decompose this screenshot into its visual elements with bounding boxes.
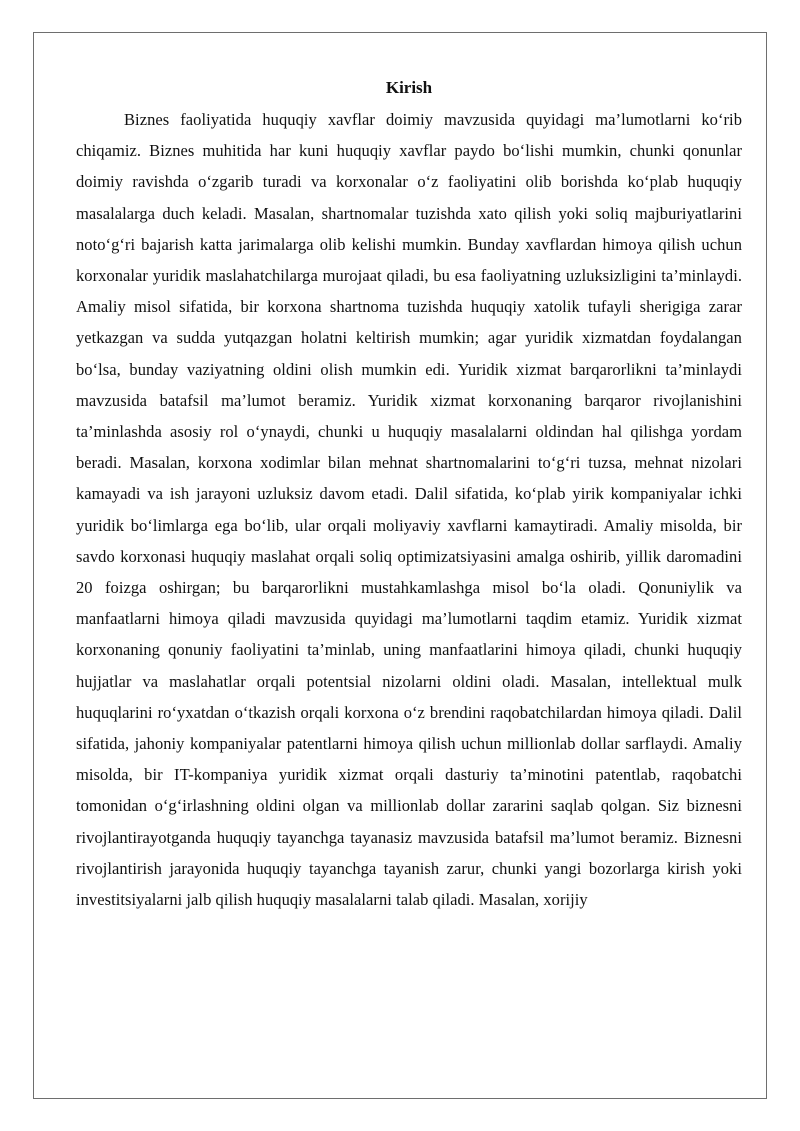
document-title: Kirish (385, 78, 433, 97)
body-paragraph: Biznes faoliyatida huquqiy xavflar doimiy mavzusida quyidagi ma’lumotlarni ko‘rib chiqamiz. Biznes muhitida har kuni huquqiy xavflar paydo bo‘lishi mumkin, chunki qonunlar doimiy ravishda o‘zgarib turadi va korxonalar o‘z faoliyatini olib borishda ko‘plab huquqiy masalalarga duch keladi. Masalan, shartnomalar tuzishda xato qilish yoki soliq majburiyatlarini noto‘g‘ri bajarish katta jarimalarga olib kelishi mumkin. Bunday xavflardan himoya qilish uchun korxonalar yuridik maslahatchilarga murojaat qiladi, bu esa faoliyatning uzluksizligini ta’minlaydi. Amaliy misol sifatida, bir korxona shartnoma tuzishda huquqiy xatolik tufayli sherigiga zarar yetkazgan va sudda yutqazgan holatni keltirish mumkin; agar yuridik xizmatdan foydalangan bo‘lsa, bunday vaziyatning oldini olish mumkin edi. Yuridik xizmat barqarorlikni ta’minlaydi mavzusida batafsil ma’lumot beramiz. Yuridik xizmat korxonaning barqaror rivojlanishini ta’minlashda asosiy rol o‘ynaydi, chunki u huquqiy masalalarni oldindan hal qilishga yordam beradi. Masalan, korxona xodimlar bilan mehnat shartnomalarini to‘g‘ri tuzsa, mehnat nizolari kamayadi va ish jarayoni uzluksiz davom etadi. Dalil sifatida, ko‘plab yirik kompaniyalar ichki yuridik bo‘limlarga ega bo‘lib, ular orqali moliyaviy xavflarni kamaytiradi. Amaliy misolda, bir savdo korxonasi huquqiy maslahat orqali soliq optimizatsiyasini amalga oshirib, yillik daromadini 20 foizga oshirgan; bu barqarorlikni mustahkamlashga misol bo‘la oladi. Qonuniylik va manfaatlarni himoya qiladi mavzusida quyidagi ma’lumotlarni taqdim etamiz. Yuridik xizmat korxonaning qonuniy faoliyatini ta’minlab, uning manfaatlarini himoya qiladi, chunki huquqiy hujjatlar va maslahatlar orqali potentsial nizolarni oldini oladi. Masalan, intellektual mulk huquqlarini ro‘yxatdan o‘tkazish orqali korxona o‘z brendini raqobatchilardan himoya qiladi. Dalil sifatida, jahoniy kompaniyalar patentlarni himoya qilish uchun millionlab dollar sarflaydi. Amaliy misolda, bir IT-kompaniya yuridik xizmat orqali dasturiy ta’minotini patentlab, raqobatchi tomonidan o‘g‘irlashning oldini olgan va millionlab dollar zararini saqlab qolgan. Siz biznesni rivojlantirayotganda huquqiy tayanchga tayanasiz mavzusida batafsil ma’lumot beramiz. Biznesni rivojlantirish jarayonida huquqiy tayanchga tayanish zarur, chunki yangi bozorlarga kirish yoki investitsiyalarni jalb qilish huquqiy masalalarni talab qiladi. Masalan, xorijiy (76, 110, 742, 910)
document-content (76, 74, 742, 915)
